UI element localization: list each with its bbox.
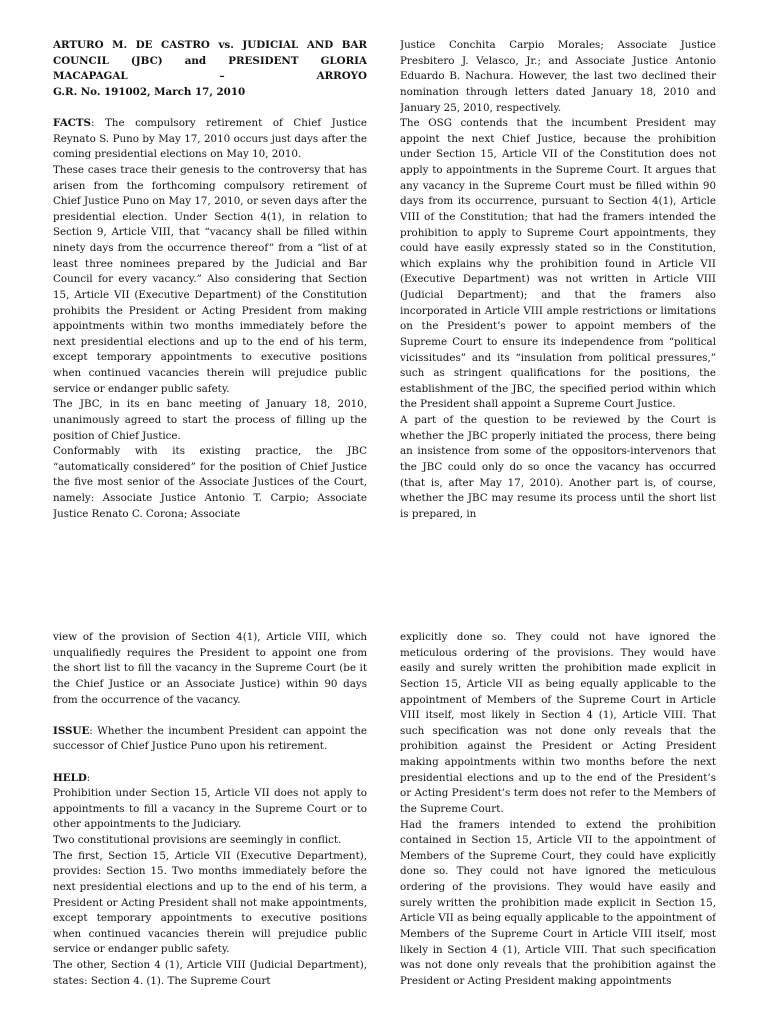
paragraph: The first, Section 15, Article VII (Executive Department), provides: Section 15. Two months immediately before the next presidential elections and up to the end of his term, a President or Acting President shall not make appointments, except temporary appointments to executive positions when continued vacancies therein will prejudice public service or endanger public safety. xyxy=(53,849,367,956)
paragraph: view of the provision of Section 4(1), Article VIII, which unqualifiedly requires the President to appoint one from the short list to fill the vacancy in the Supreme Court (be it the Chief Justice or an Associate Justice) within 90 days from the occurrence of the vacancy. xyxy=(53,631,367,706)
held-label: HELD xyxy=(53,771,87,784)
page1-right-column xyxy=(400,38,716,558)
paragraph: Had the framers intended to extend the prohibition contained in Section 15, Article VII to the appointment of Members of the Supreme Court, they could have explicitly done so. They could not have ignored the meticulous ordering of the provisions. They would have easily and surely written the prohibition made explicit in Section 15, Article VII as being equally applicable to the appointment of Members of the Supreme Court in Article VIII itself, most likely in Section 4 (1), Article VIII. That such specification was not done only reveals that the prohibition against the President or Acting President making appointments xyxy=(400,818,716,987)
page1-left-column xyxy=(53,38,367,558)
paragraph: Two constitutional provisions are seemingly in conflict. xyxy=(53,834,342,847)
paragraph: Prohibition under Section 15, Article VII does not apply to appointments to fill a vacancy in the Supreme Court or to other appointments to the Judiciary. xyxy=(53,787,367,831)
held-heading xyxy=(53,771,367,787)
issue-label: ISSUE xyxy=(53,724,90,737)
facts-text: : The compulsory retirement of Chief Justice Reynato S. Puno by May 17, 2010 occurs just days after the coming presidential elections on May 10, 2010. xyxy=(53,117,367,161)
paragraph: Justice Conchita Carpio Morales; Associate Justice Presbitero J. Velasco, Jr.; and Associate Justice Antonio Eduardo B. Nachura. However, the last two declined their nomination through letters dated January 18, 2010 and January 25, 2010, respectively. xyxy=(400,39,716,114)
paragraph: The OSG contends that the incumbent President may appoint the next Chief Justice, because the prohibition under Section 15, Article VII of the Constitution does not apply to appointments in the Supreme Court. It argues that any vacancy in the Supreme Court must be filled within 90 days from its occurrence, pursuant to Section 4(1), Article VIII of the Constitution; that had the framers intended the prohibition to apply to Supreme Court appointments, they could have easily expressly stated so in the Constitution, which explains why the prohibition found in Article VII (Executive Department) was not written in Article VIII (Judicial Department); and that the framers also incorporated in Article VIII ample restrictions or limitations on the President’s power to appoint members of the Supreme Court to ensure its independence from “political vicissitudes” and its “insulation from political pressures,” such as stringent qualifications for the positions, the establishment of the JBC, the specified period within which the President shall appoint a Supreme Court Justice. xyxy=(400,117,716,411)
facts-paragraph xyxy=(53,116,367,163)
facts-label: FACTS xyxy=(53,117,91,130)
case-citation: G.R. No. 191002, March 17, 2010 xyxy=(53,85,246,98)
issue-text: : Whether the incumbent President can appoint the successor of Chief Justice Puno upon his retirement. xyxy=(53,724,367,753)
case-title-line2: COUNCIL (JBC) and PRESIDENT GLORIA xyxy=(53,54,367,67)
paragraph: The JBC, in its en banc meeting of January 18, 2010, unanimously agreed to start the process of filling up the position of Chief Justice. xyxy=(53,398,367,442)
issue-paragraph xyxy=(53,724,367,755)
case-title-line1: ARTURO M. DE CASTRO vs. JUDICIAL AND BAR xyxy=(53,39,367,51)
held-colon: : xyxy=(86,771,91,784)
paragraph: The other, Section 4 (1), Article VIII (Judicial Department), states: Section 4. (1). The Supreme Court xyxy=(53,959,367,987)
paragraph: A part of the question to be reviewed by the Court is whether the JBC properly initiated the process, there being an insistence from some of the oppositors-intervenors that the JBC could only do so once the vacancy has occurred (that is, after May 17, 2010). Another part is, of course, whether the JBC may resume its process until the short list is prepared, in xyxy=(400,414,716,520)
case-title-line3: MACAPAGAL – ARROYO xyxy=(53,70,367,83)
paragraph: These cases trace their genesis to the controversy that has arisen from the forthcoming compulsory retirement of Chief Justice Puno on May 17, 2010, or seven days after the presidential election. Under Section 4(1), in relation to Section 9, Article VIII, that “vacancy shall be filled within ninety days from the occurrence thereof” from a “list of at least three nominees prepared by the Judicial and Bar Council for every vacancy.” Also considering that Section 15, Article VII (Executive Department) of the Constitution prohibits the President or Acting President from making appointments within two months immediately before the next presidential elections and up to the end of his term, except temporary appointments to executive positions when continued vacancies therein will prejudice public service or endanger public safety. xyxy=(53,163,367,395)
page2-right-column xyxy=(400,630,716,1024)
case-title xyxy=(53,38,367,101)
paragraph: explicitly done so. They could not have ignored the meticulous ordering of the provisions. They would have easily and surely written the prohibition made explicit in Section 15, Article VII as being equally applicable to the appointment of Members of the Supreme Court in Article VIII itself, most likely in Section 4 (1), Article VIII. That such specification was not done only reveals that the prohibition against the President or Acting President making appointments within two months before the next presidential elections and up to the end of the President’s or Acting President’s term does not refer to the Members of the Supreme Court. xyxy=(400,631,716,815)
page2-left-column xyxy=(53,630,367,1024)
paragraph: Conformably with its existing practice, the JBC “automatically considered” for the position of Chief Justice the five most senior of the Associate Justices of the Court, namely: Associate Justice Antonio T. Carpio; Associate Justice Renato C. Corona; Associate xyxy=(53,445,367,520)
